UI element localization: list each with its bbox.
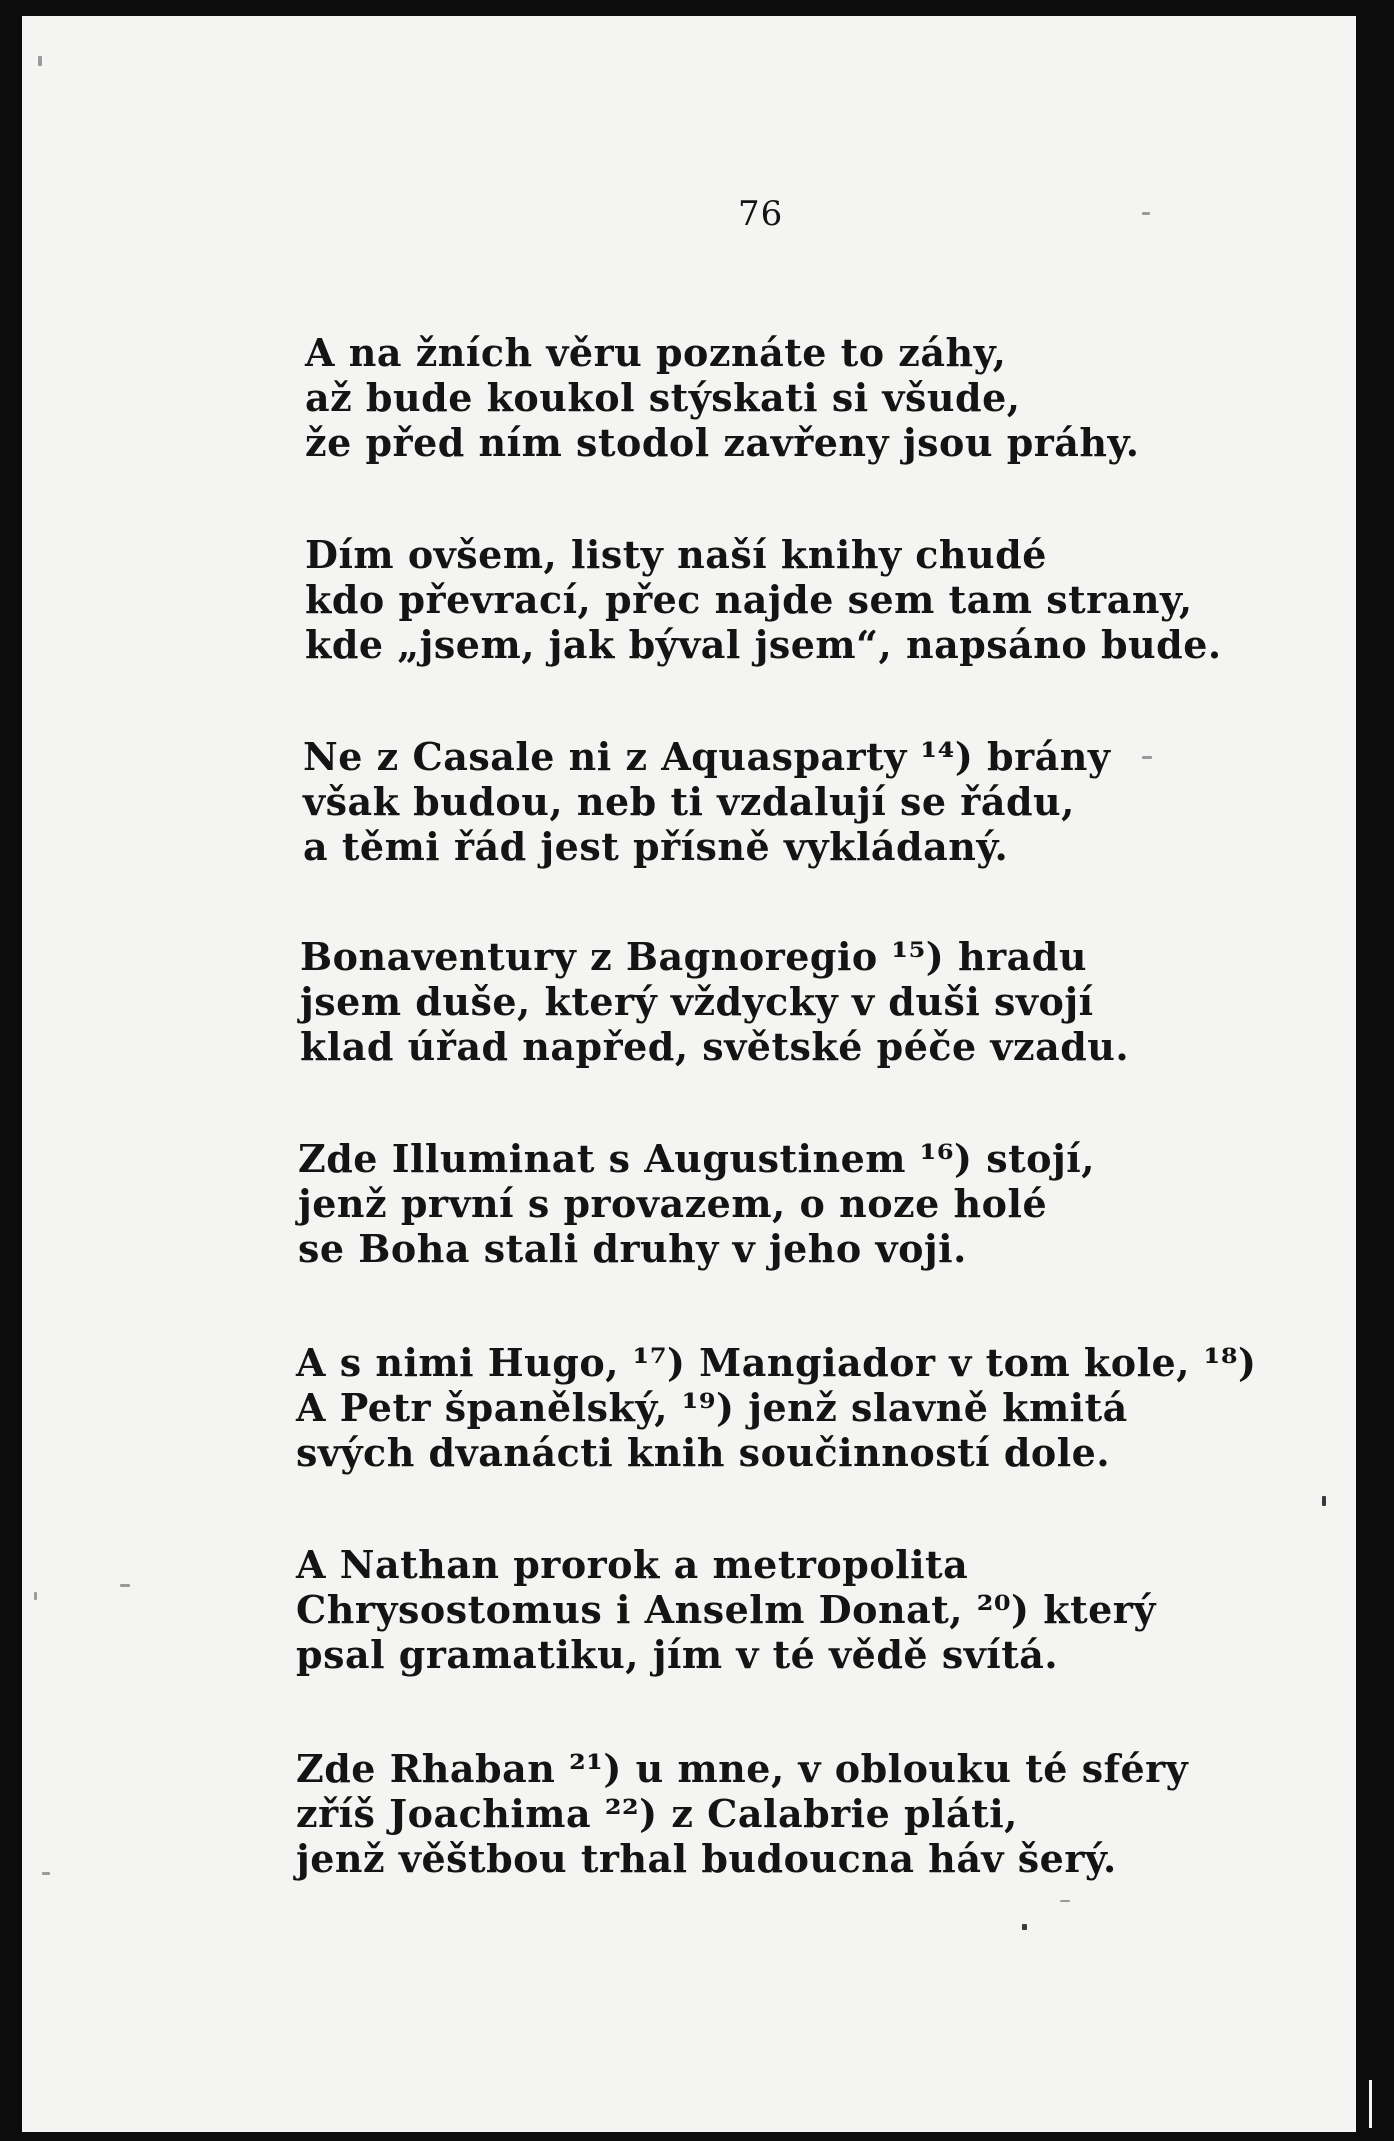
verse-line: Ne z Casale ni z Aquasparty ¹⁴) brány bbox=[303, 734, 1111, 779]
verse-line: Zde Rhaban ²¹) u mne, v oblouku té sféry bbox=[296, 1746, 1189, 1791]
verse-line: jsem duše, který vždycky v duši svojí bbox=[300, 979, 1094, 1024]
verse-line: A s nimi Hugo, ¹⁷) Mangiador v tom kole, ¹⁸) bbox=[296, 1340, 1257, 1385]
verse-line: Dím ovšem, listy naší knihy chudé bbox=[305, 532, 1047, 577]
verse-line: až bude koukol stýskati si všude, bbox=[305, 375, 1021, 420]
verse-line: jenž první s provazem, o noze holé bbox=[298, 1181, 1048, 1226]
page-number: 76 bbox=[738, 194, 784, 234]
scan-speck bbox=[1142, 212, 1150, 215]
scan-border bbox=[1356, 16, 1394, 2141]
verse-line: A Nathan prorok a metropolita bbox=[296, 1542, 969, 1587]
scan-speck bbox=[42, 1872, 50, 1875]
verse-line: Bonaventury z Bagnoregio ¹⁵) hradu bbox=[300, 934, 1087, 979]
verse-line: A Petr španělský, ¹⁹) jenž slavně kmitá bbox=[296, 1385, 1128, 1430]
verse-line: kde „jsem, jak býval jsem“, napsáno bude. bbox=[305, 622, 1222, 667]
verse-line: a těmi řád jest přísně vykládaný. bbox=[303, 824, 1009, 869]
scan-speck bbox=[38, 56, 42, 66]
scan-speck bbox=[1022, 1924, 1027, 1930]
verse-line: psal gramatiku, jím v té vědě svítá. bbox=[296, 1632, 1059, 1677]
verse-line: kdo převrací, přec najde sem tam strany, bbox=[305, 577, 1193, 622]
verse-line: Zde Illuminat s Augustinem ¹⁶) stojí, bbox=[298, 1136, 1095, 1181]
verse-line: Chrysostomus i Anselm Donat, ²⁰) který bbox=[296, 1587, 1156, 1632]
book-page bbox=[22, 16, 1356, 2132]
verse-line: jenž věštbou trhal budoucna háv šerý. bbox=[296, 1836, 1117, 1881]
verse-line: že před ním stodol zavřeny jsou práhy. bbox=[305, 420, 1140, 465]
scan-speck bbox=[1060, 1900, 1070, 1902]
scan-speck bbox=[120, 1584, 130, 1587]
scan-speck bbox=[1142, 756, 1152, 759]
scan-speck bbox=[1322, 1496, 1326, 1506]
verse-line: se Boha stali druhy v jeho voji. bbox=[298, 1226, 967, 1271]
verse-line: klad úřad napřed, světské péče vzadu. bbox=[300, 1024, 1130, 1069]
verse-line: však budou, neb ti vzdalují se řádu, bbox=[303, 779, 1075, 824]
verse-line: A na žních věru poznáte to záhy, bbox=[305, 330, 1007, 375]
scan-speck bbox=[34, 1592, 37, 1600]
scan-edge-mark bbox=[1369, 2080, 1372, 2128]
verse-line: zříš Joachima ²²) z Calabrie pláti, bbox=[296, 1791, 1018, 1836]
verse-line: svých dvanácti knih součinností dole. bbox=[296, 1430, 1111, 1475]
